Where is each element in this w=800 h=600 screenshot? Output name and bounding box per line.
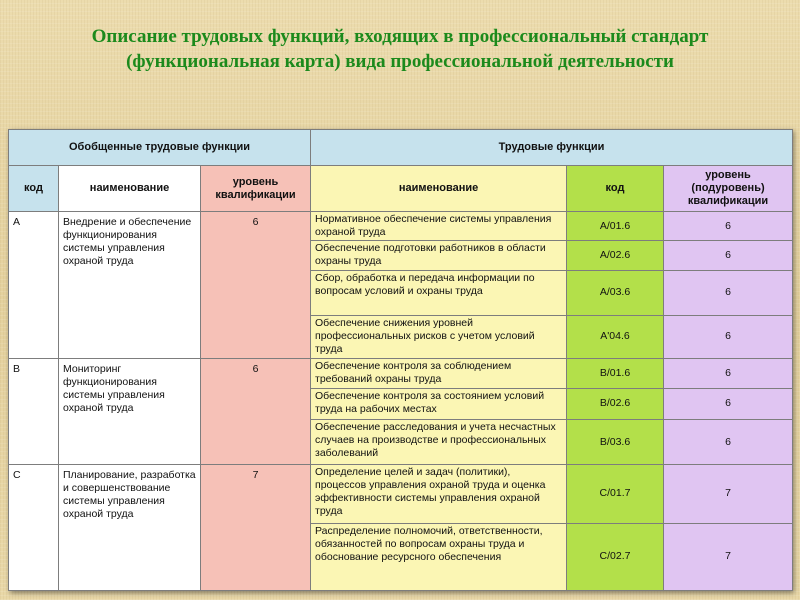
function-code: A/03.6 [567, 270, 664, 315]
function-level: 6 [664, 241, 793, 270]
function-level: 7 [664, 523, 793, 590]
function-code: A'04.6 [567, 315, 664, 359]
function-level: 6 [664, 420, 793, 465]
function-name: Сбор, обработка и передача информации по вопросам условий и охраны труда [311, 270, 567, 315]
slide-title [0, 24, 800, 74]
function-name: Определение целей и задач (политики), процессов управления охраной труда и оценка эффективности системы управления охраной труда [311, 464, 567, 523]
group-name: Внедрение и обеспечение функционирования системы управления охраной труда [59, 212, 201, 359]
function-name: Распределение полномочий, ответственности, обязанностей по вопросам охраны труда и обоснование ресурсного обеспечения [311, 523, 567, 590]
group-name: Планирование, разработка и совершенствование системы управления охраной труда [59, 464, 201, 590]
header-col-level: уровень квалификации [201, 166, 311, 212]
header-col-name: наименование [59, 166, 201, 212]
group-code: C [9, 464, 59, 590]
table-row [9, 212, 793, 241]
functional-map-table-container [8, 129, 792, 591]
functional-map-table [8, 129, 793, 591]
function-name: Обеспечение подготовки работников в области охраны труда [311, 241, 567, 270]
group-level: 6 [201, 212, 311, 359]
header-generalized-functions: Обобщенные трудовые функции [9, 130, 311, 166]
function-code: A/01.6 [567, 212, 664, 241]
slide-title-line-1: Описание трудовых функций, входящих в профессиональный стандарт [91, 26, 709, 47]
function-name: Обеспечение контроля за состоянием условий труда на рабочих местах [311, 388, 567, 419]
table-row [9, 359, 793, 388]
function-level: 7 [664, 464, 793, 523]
function-name: Обеспечение снижения уровней профессиональных рисков с учетом условий труда [311, 315, 567, 359]
header-col-tf-code: код [567, 166, 664, 212]
group-code: B [9, 359, 59, 465]
function-level: 6 [664, 359, 793, 388]
slide-title-line-2: (функциональная карта) вида профессиональной деятельности [126, 51, 674, 72]
group-name: Мониторинг функционирования системы управления охраной труда [59, 359, 201, 465]
function-code: B/01.6 [567, 359, 664, 388]
header-col-tf-name: наименование [311, 166, 567, 212]
function-code: C/01.7 [567, 464, 664, 523]
header-row-columns [9, 166, 793, 212]
function-level: 6 [664, 315, 793, 359]
function-name: Обеспечение расследования и учета несчастных случаев на производстве и профессиональных заболеваний [311, 420, 567, 465]
function-code: B/03.6 [567, 420, 664, 465]
function-name: Обеспечение контроля за соблюдением требований охраны труда [311, 359, 567, 388]
function-code: C/02.7 [567, 523, 664, 590]
group-code: A [9, 212, 59, 359]
function-level: 6 [664, 212, 793, 241]
header-col-code: код [9, 166, 59, 212]
group-level: 6 [201, 359, 311, 465]
function-name: Нормативное обеспечение системы управления охраной труда [311, 212, 567, 241]
header-labor-functions: Трудовые функции [311, 130, 793, 166]
header-row-groups [9, 130, 793, 166]
function-level: 6 [664, 388, 793, 419]
function-code: A/02.6 [567, 241, 664, 270]
function-level: 6 [664, 270, 793, 315]
table-row [9, 464, 793, 523]
function-code: B/02.6 [567, 388, 664, 419]
group-level: 7 [201, 464, 311, 590]
header-col-tf-level: уровень (подуровень) квалификации [664, 166, 793, 212]
